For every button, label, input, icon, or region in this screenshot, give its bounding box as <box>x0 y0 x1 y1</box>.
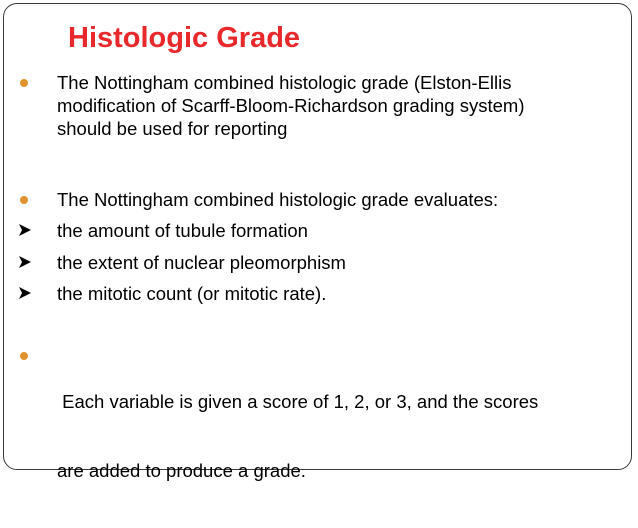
bullet-line: should be used for reporting <box>57 118 288 139</box>
sub-bullet-text-1 <box>57 219 617 242</box>
sub-bullet-text-3 <box>57 282 617 305</box>
arrow-bullet-icon <box>17 254 33 270</box>
sub-bullet-text-2 <box>57 251 617 274</box>
bullet-line: The Nottingham combined histologic grade evaluates: <box>57 189 499 210</box>
bullet-line: the mitotic count (or mitotic rate). <box>57 283 327 304</box>
bullet-line: the amount of tubule formation <box>57 220 308 241</box>
slide-title: Histologic Grade <box>68 22 301 54</box>
circle-bullet-icon <box>20 196 28 204</box>
circle-bullet-icon <box>20 352 28 360</box>
bullet-text-3 <box>57 344 617 528</box>
bullet-line: The Nottingham combined histologic grade (Elston-Ellis <box>57 72 512 93</box>
bullet-line: are added to produce a grade. <box>57 460 306 481</box>
bullet-line: Each variable is given a score of 1, 2, or 3, and the scores <box>57 391 539 412</box>
bullet-text-1 <box>57 71 617 140</box>
arrow-bullet-icon <box>17 285 33 301</box>
arrow-bullet-icon <box>17 222 33 238</box>
bullet-line: the extent of nuclear pleomorphism <box>57 252 346 273</box>
bullet-line: modification of Scarff-Bloom-Richardson grading system) <box>57 95 525 116</box>
bullet-text-2 <box>57 188 617 211</box>
circle-bullet-icon <box>20 79 28 87</box>
